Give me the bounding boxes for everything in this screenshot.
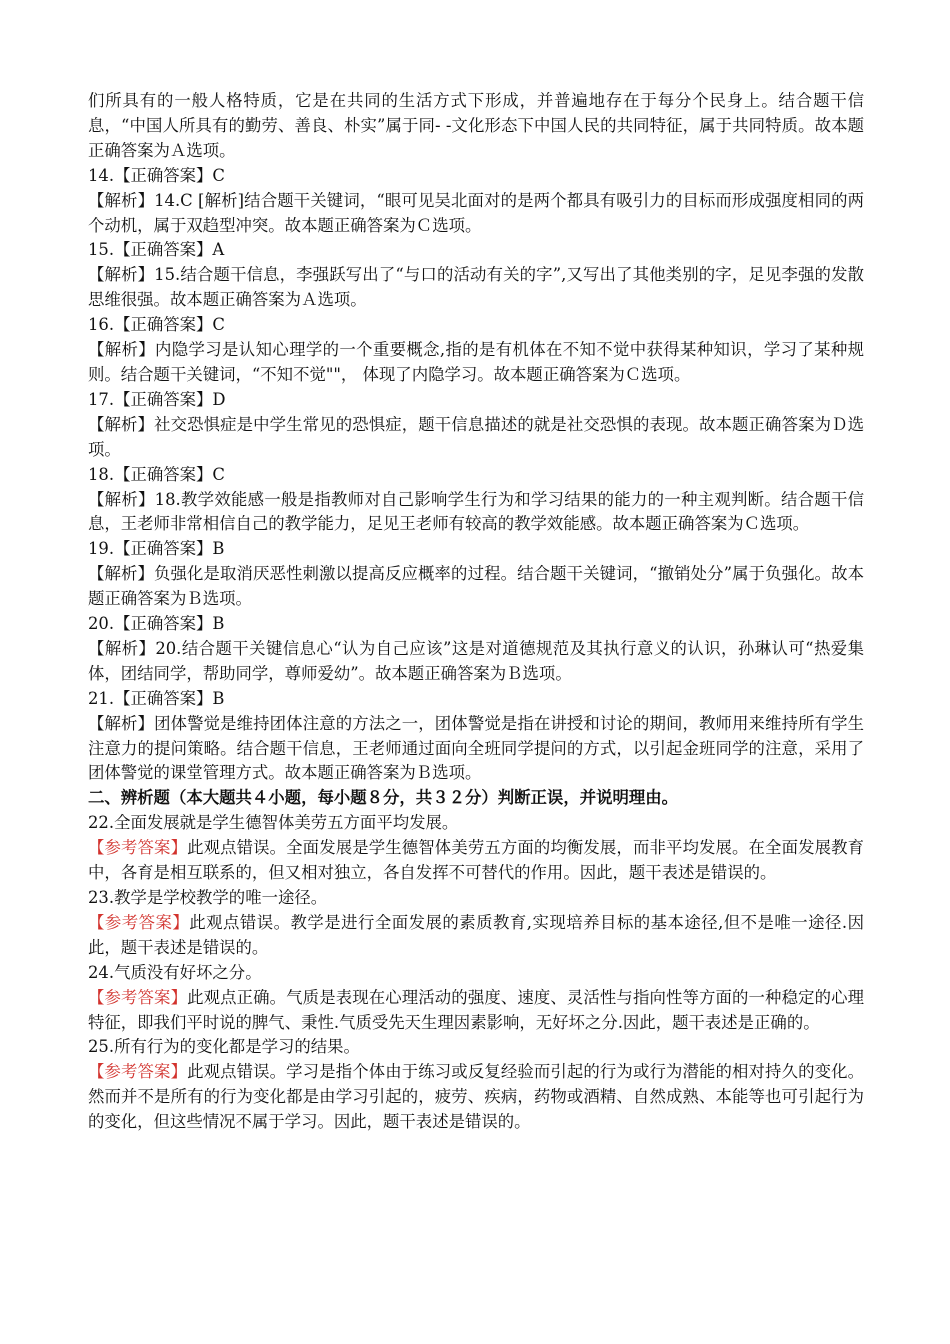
question-number: 17. (88, 389, 115, 409)
answer-line-15 (88, 238, 864, 263)
analysis-label: 【解析】 (88, 340, 156, 360)
reference-label: 【参考答案】 (88, 987, 188, 1007)
reference-text: 此观点错误。教学是进行全面发展的素质教育,实现培养目标的基本途径,但不是唯一途径.因此，题干表述是错误的。 (88, 912, 865, 957)
analysis-label: 【解析】 (88, 190, 155, 210)
analysis-text: 团体警觉是维持团体注意的方法之一，团体警觉是指在讲授和讨论的期间，教师用来维持所有学生注意力的提问策略。结合题干信息，王老师通过面向全班同学提问的方式，以引起金班同学的注意，采用了团体警觉的课堂管理方式。故本题正确答案为Ｂ选项。 (88, 713, 865, 783)
analysis-19 (88, 562, 864, 612)
question-number: 15. (88, 240, 115, 260)
answer-value: B (212, 539, 225, 559)
analysis-text: 15.结合题干信息，李强跃写出了“与口的活动有关的字”,又写出了其他类别的字，足见李强的发散思维很强。故本题正确答案为Ａ选项。 (88, 265, 864, 310)
answer-line-17 (88, 388, 864, 413)
answer-value: A (212, 240, 225, 260)
analysis-label: 【解析】 (88, 713, 155, 733)
reference-text: 此观点正确。气质是表现在心理活动的强度、速度、灵活性与指向性等方面的一种稳定的心理特征，即我们平时说的脾气、秉性.气质受先天生理因素影响，无好坏之分.因此，题干表述是正确的。 (88, 987, 865, 1032)
answer-label: 【正确答案】 (114, 165, 213, 185)
answer-value: B (212, 688, 225, 708)
analysis-label: 【解析】 (88, 414, 155, 434)
analysis-text: 负强化是取消厌恶性刺激以提高反应概率的过程。结合题干关键词，“撤销处分”属于负强化。故本题正确答案为Ｂ选项。 (88, 564, 864, 609)
answer-label: 【正确答案】 (114, 240, 213, 260)
answer-value: C (212, 165, 225, 185)
answer-line-19 (88, 537, 864, 562)
reference-text: 此观点错误。学习是指个体由于练习或反复经验而引起的行为或行为潜能的相对持久的变化。然而并不是所有的行为变化都是由学习引起的，疲劳、疾病，药物或酒精、自然成熟、本能等也可引起行为的变化，但这些情况不属于学习。因此，题干表述是错误的。 (88, 1062, 865, 1132)
analysis-label: 【解析】 (88, 489, 155, 509)
reference-label: 【参考答案】 (88, 838, 188, 858)
judgment-question-25: 25.所有行为的变化都是学习的结果。 (88, 1037, 360, 1057)
analysis-text: 社交恐惧症是中学生常见的恐惧症，题干信息描述的就是社交恐惧的表现。故本题正确答案为Ｄ选项。 (88, 414, 865, 459)
analysis-15 (88, 263, 864, 313)
judgment-question-22: 22.全面发展就是学生德智体美劳五方面平均发展。 (88, 813, 459, 833)
document-page (88, 89, 864, 1135)
answer-line-21 (88, 687, 864, 712)
reference-answer-22 (88, 836, 864, 886)
reference-answer-25 (88, 1060, 864, 1135)
answer-label: 【正确答案】 (114, 688, 213, 708)
analysis-text: 18.教学效能感一般是指教师对自己影响学生行为和学习结果的能力的一种主观判断。结合题干信息，王老师非常相信自己的教学能力，足见王老师有较高的教学效能感。故本题正确答案为Ｃ选项。 (88, 489, 864, 534)
reference-label: 【参考答案】 (88, 912, 190, 932)
answer-label: 【正确答案】 (114, 464, 213, 484)
answer-label: 【正确答案】 (114, 315, 213, 335)
analysis-text: 20.结合题干关键信息心“认为自己应该”这是对道德规范及其执行意义的认识，孙琳认可“热爱集体，团结同学，帮助同学，尊师爱幼”。故本题正确答案为Ｂ选项。 (88, 638, 865, 683)
answer-value: D (212, 389, 226, 409)
analysis-16 (88, 338, 864, 388)
question-number: 20. (88, 614, 115, 634)
judgment-question-23: 23.教学是学校教学的唯一途径。 (88, 888, 328, 907)
judgment-question-24: 24.气质没有好坏之分。 (88, 962, 262, 982)
analysis-17 (88, 413, 864, 463)
question-number: 16. (88, 315, 115, 335)
reference-text: 此观点错误。全面发展是学生德智体美劳五方面的均衡发展，而非平均发展。在全面发展教育中，各育是相互联系的，但又相对独立，各自发挥不可替代的作用。因此，题干表述是错误的。 (88, 838, 865, 883)
question-number: 18. (88, 464, 115, 484)
analysis-20 (88, 637, 864, 687)
question-number: 19. (88, 539, 115, 559)
reference-answer-23 (88, 911, 864, 961)
analysis-text: 内隐学习是认知心理学的一个重要概念,指的是有机体在不知不觉中获得某种知识，学习了某种规则。结合题干关键词，“不知不觉""， 体现了内隐学习。故本题正确答案为Ｃ选项。 (88, 340, 864, 384)
answer-line-16 (88, 313, 864, 338)
answer-line-14 (88, 164, 864, 189)
question-number: 14. (88, 165, 115, 185)
reference-label: 【参考答案】 (88, 1062, 188, 1082)
question-number: 21. (88, 688, 115, 708)
analysis-text: 14.C [解析]结合题干关键词，“眼可见吴北面对的是两个都具有吸引力的目标而形成强度相同的两个动机，属于双趋型冲突。故本题正确答案为Ｃ选项。 (88, 190, 865, 235)
answer-line-18 (88, 463, 864, 488)
answer-value: C (212, 464, 225, 484)
analysis-21 (88, 712, 864, 787)
answer-label: 【正确答案】 (114, 389, 213, 409)
analysis-label: 【解析】 (88, 638, 156, 658)
reference-answer-24 (88, 986, 864, 1036)
answer-label: 【正确答案】 (114, 614, 213, 634)
analysis-18 (88, 488, 864, 538)
answer-value: C (212, 315, 225, 335)
section-heading: 二、辨析题（本大题共４小题，每小题８分，共３２分）判断正误，并说明理由。 (88, 788, 679, 808)
analysis-14 (88, 189, 864, 239)
intro-paragraph: 们所具有的一般人格特质，它是在共同的生活方式下形成，并普遍地存在于每分个民身上。结合题干信息，“中国人所具有的勤劳、善良、朴实”属于同- -文化形态下中国人民的共同特征，属于共同特质。故本题正确答案为Ａ选项。 (88, 91, 864, 160)
analysis-label: 【解析】 (88, 564, 155, 584)
answer-line-20 (88, 612, 864, 637)
analysis-label: 【解析】 (88, 265, 155, 285)
answer-value: B (212, 614, 225, 634)
answer-label: 【正确答案】 (114, 539, 213, 559)
